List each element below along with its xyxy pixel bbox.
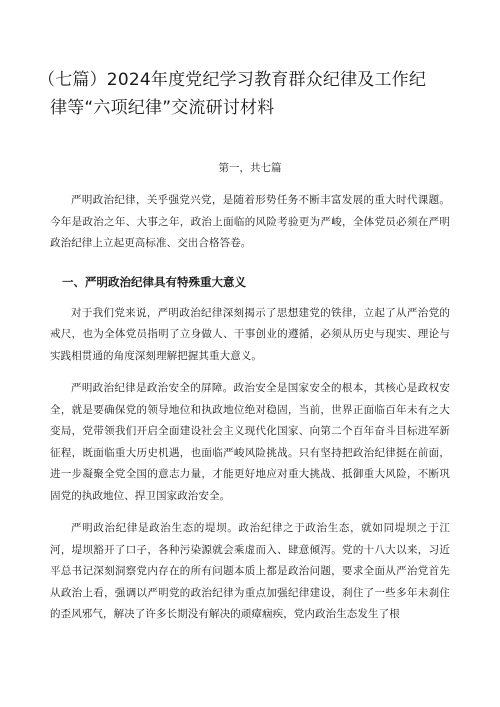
document-subtitle: 第一，共七篇 (218, 162, 282, 174)
document-title (38, 0, 450, 122)
body-paragraph-1: 对于我们党来说，严明政治纪律深刻揭示了思想建党的铁律，立起了从严治党的戒尺，也为全体党员指明了立身做人、干事创业的遵循，必须从历史与现实、理论与实践相贯通的角度深刻理解把握其重大意义。 (50, 306, 450, 362)
document-title-line2: 律等“六项纪律”交流研讨材料 (50, 98, 275, 118)
body-paragraph-2: 严明政治纪律是政治安全的屏障。政治安全是国家安全的根本，其核心是政权安全，就是要确保党的领导地位和执政地位绝对稳固，当前，世界正面临百年未有之大变局，党带领我们开启全面建设社会主义现代化国家、向第二个百年奋斗目标进军新征程，既面临重大历史机遇，也面临严峻风险挑战。只有坚持把政治纪律挺在前面，进一步凝聚全党全国的意志力量，才能更好地应对重大挑战、抵御重大风险，不断巩固党的执政地位、捍卫国家政治安全。 (50, 382, 450, 502)
document-title-line1: （七篇）2024年度党纪学习教育群众纪律及工作纪 (38, 70, 427, 90)
section-heading: 一、严明政治纪律具有特殊重大意义 (62, 274, 246, 289)
intro-paragraph: 严明政治纪律，关乎强党兴党，是随着形势任务不断丰富发展的重大时代课题。今年是政治之年、大事之年，政治上面临的风险考验更为严峻，全体党员必须在严明政治纪律上立起更高标准、交出合格答卷。 (50, 194, 450, 249)
body-paragraph-3: 严明政治纪律是政治生态的堤坝。政治纪律之于政治生态，就如同堤坝之于江河，堤坝豁开了口子，各种污染源就会乘虚而入、肆意倾泻。党的十八大以来，习近平总书记深刻洞察党内存在的所有问题本质上都是政治问题，要求全面从严治党首先从政治上看，强调以严明党的政治纪律为重点加强纪律建设，刹住了一些多年未刹住的歪风邪气，解决了许多长期没有解决的顽瘴痼疾，党内政治生态发生了根 (50, 522, 450, 620)
